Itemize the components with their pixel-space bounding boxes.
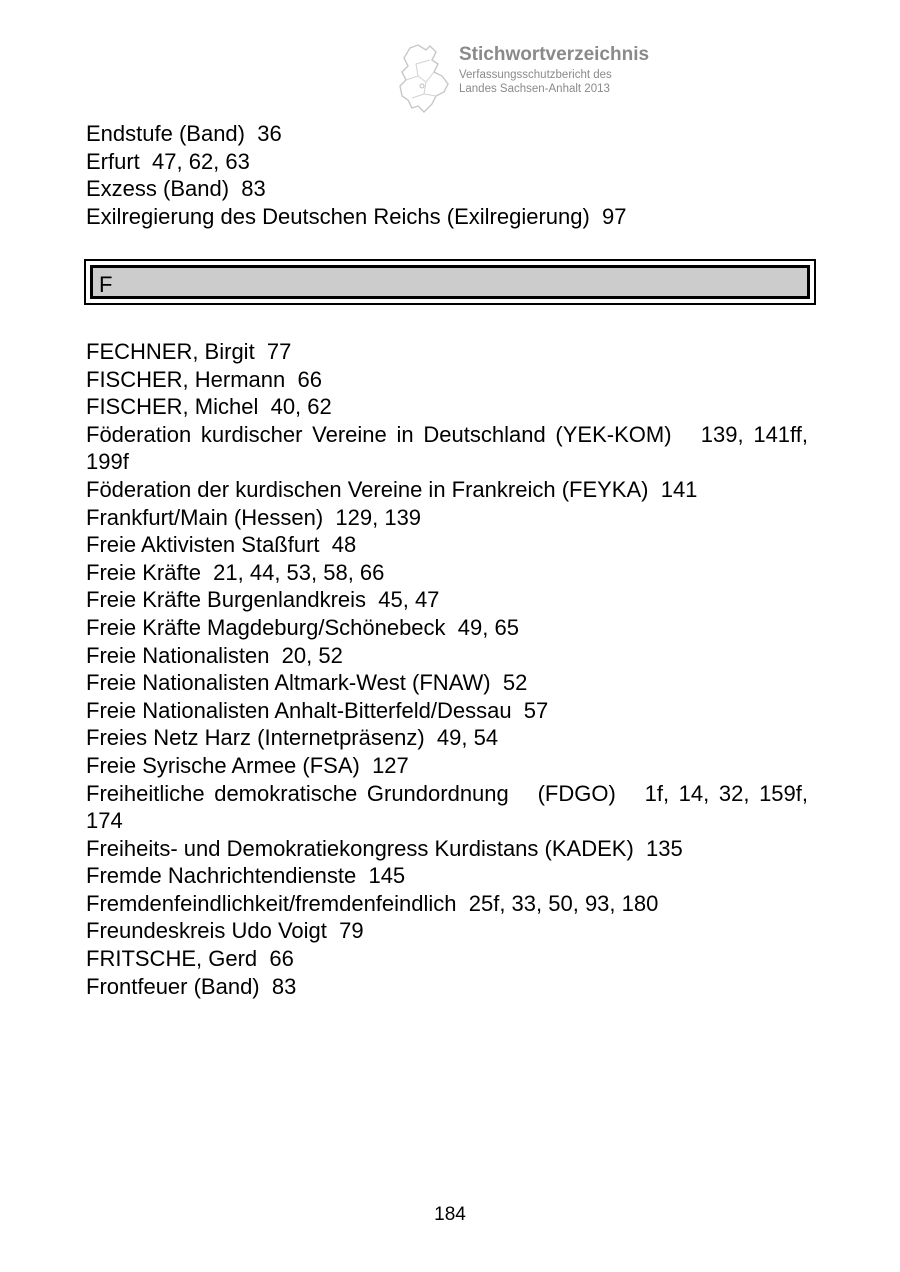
index-entry: Frontfeuer (Band) 83	[86, 973, 297, 999]
index-entry: FISCHER, Hermann 66	[86, 366, 322, 392]
index-entries-f	[86, 338, 815, 1000]
header-subtitle-line1: Verfassungsschutzbericht des	[459, 69, 612, 81]
index-entry: Freie Kräfte 21, 44, 53, 58, 66	[86, 559, 385, 585]
index-entry: Freundeskreis Udo Voigt 79	[86, 918, 364, 944]
index-entry: Frankfurt/Main (Hessen) 129, 139	[86, 504, 422, 530]
index-entry: Endstufe (Band) 36	[86, 121, 282, 146]
header-subtitle-line2: Landes Sachsen-Anhalt 2013	[459, 83, 610, 95]
index-entry: Freie Syrische Armee (FSA) 127	[86, 752, 409, 778]
header-title: Stichwortverzeichnis	[459, 44, 650, 65]
index-entry: Freies Netz Harz (Internetpräsenz) 49, 54	[86, 725, 499, 751]
index-entry: FECHNER, Birgit 77	[86, 339, 292, 364]
index-entry: Freiheits- und Demokratiekongress Kurdistans (KADEK) 135	[86, 835, 683, 861]
section-letter: F	[99, 272, 113, 297]
sachsen-anhalt-map-icon	[396, 42, 452, 114]
index-entry: Freie Nationalisten Altmark-West (FNAW) 52	[86, 670, 528, 696]
section-heading-box	[84, 259, 816, 305]
index-entry: Exilregierung des Deutschen Reichs (Exilregierung) 97	[86, 203, 627, 229]
index-entry: Freie Kräfte Magdeburg/Schönebeck 49, 65	[86, 614, 519, 640]
index-entry: FISCHER, Michel 40, 62	[86, 394, 332, 420]
index-entry: Freie Nationalisten Anhalt-Bitterfeld/Dessau 57	[86, 697, 549, 723]
index-entries-previous	[86, 120, 808, 230]
index-entry: Fremde Nachrichtendienste 145	[86, 863, 406, 889]
section-heading-inner	[90, 265, 810, 299]
index-entry: Freiheitliche demokratische Grundordnung (FDGO) 1f, 14, 32, 159f, 174	[86, 780, 815, 834]
index-entry: Exzess (Band) 83	[86, 176, 266, 202]
page-header	[396, 42, 716, 114]
index-entry: Freie Aktivisten Staßfurt 48	[86, 532, 357, 558]
index-entry: Freie Kräfte Burgenlandkreis 45, 47	[86, 587, 440, 613]
index-entry: Freie Nationalisten 20, 52	[86, 642, 343, 668]
index-entry: Fremdenfeindlichkeit/fremdenfeindlich 25f, 33, 50, 93, 180	[86, 890, 659, 916]
index-entry: Föderation kurdischer Vereine in Deutschland (YEK-KOM) 139, 141ff, 199f	[86, 421, 815, 475]
index-entry: FRITSCHE, Gerd 66	[86, 946, 294, 972]
index-entry: Erfurt 47, 62, 63	[86, 148, 250, 174]
index-entry: Föderation der kurdischen Vereine in Frankreich (FEYKA) 141	[86, 476, 698, 502]
page-number: 184	[434, 1204, 466, 1225]
